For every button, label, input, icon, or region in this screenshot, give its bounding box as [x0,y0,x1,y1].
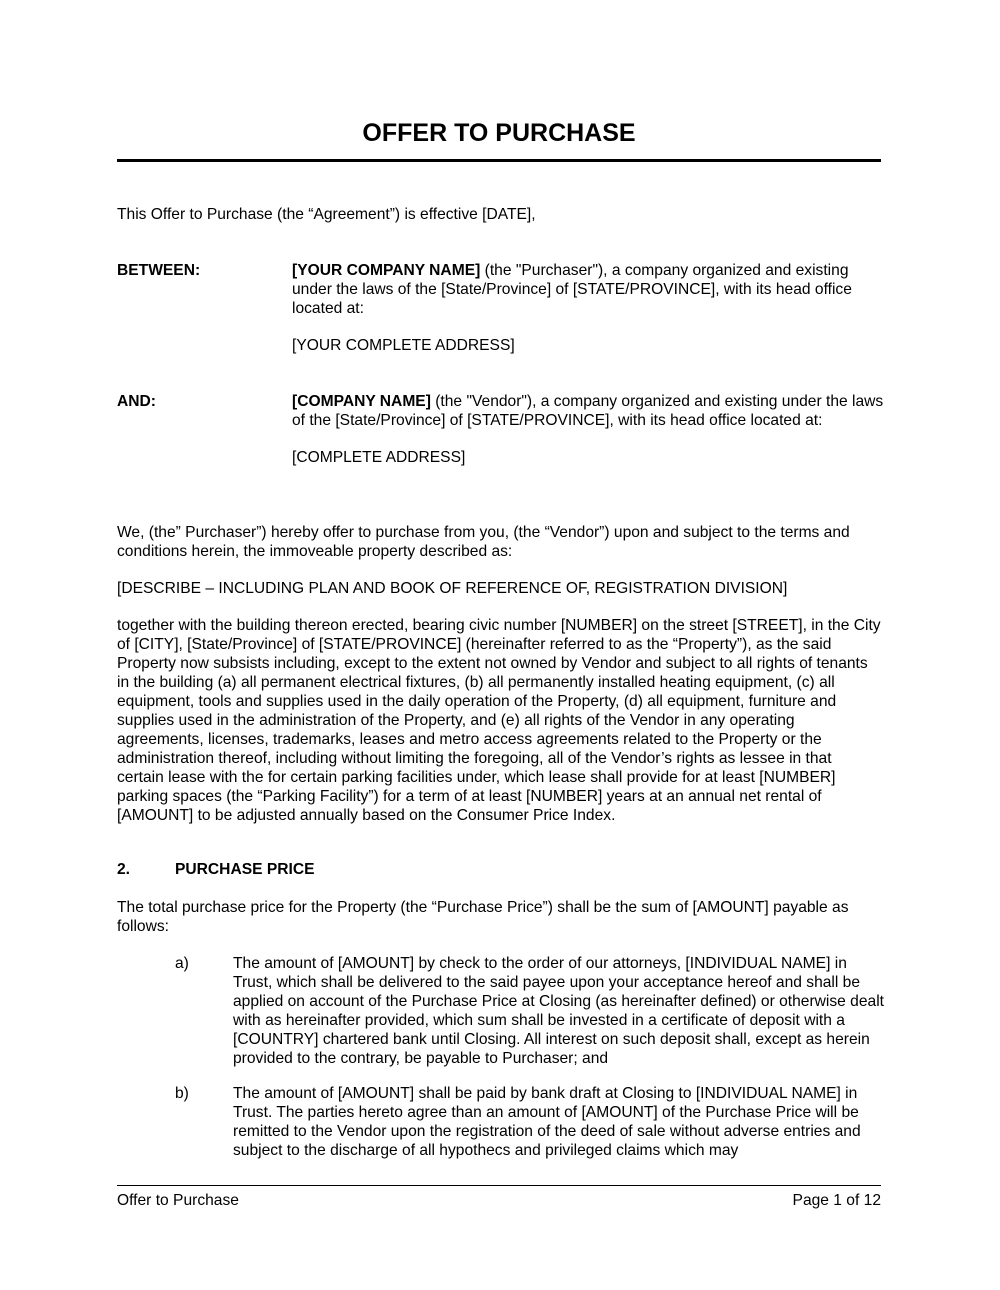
list-item-text: The amount of [AMOUNT] shall be paid by bank draft at Closing to [INDIVIDUAL NAME] in Trust. The parties hereto agree than an amount of [AMOUNT] of the Purchase Price will be remitted to the Vendor upon the registration of the deed of sale without adverse entries and subject to the discharge of all hypothecs and privileged claims which may [233,1085,861,1159]
section-heading-purchase-price [117,860,881,879]
purchaser-address: [YOUR COMPLETE ADDRESS] [292,337,515,354]
effective-date-line: This Offer to Purchase (the “Agreement”) is effective [DATE], [117,206,536,223]
property-details-paragraph: together with the building thereon erected, bearing civic number [NUMBER] on the street [STREET], in the City of [CITY], [State/Province] of [STATE/PROVINCE] (hereinafter referred to as the “Property”), as the said Property now subsists including, except to the extent not owned by Vendor and subject to all rights of tenants in the building (a) all permanent electrical fixtures, (b) all permanently installed heating equipment, (c) all equipment, tools and supplies used in the daily operation of the Property, (d) all equipment, furniture and supplies used in the administration of the Property, and (e) all rights of the Vendor in any operating agreements, licenses, trademarks, leases and metro access agreements related to the Property or the administration thereof, including without limiting the foregoing, all of the Vendor’s rights as lessee in that certain lease with the for certain parking facilities under, which lease shall provide for at least [NUMBER] parking spaces (the “Parking Facility”) for a term of at least [NUMBER] years at an annual net rental of [AMOUNT] to be adjusted annually based on the Consumer Price Index. [117,617,881,824]
purchaser-party-label: BETWEEN: [117,262,201,279]
purchaser-company-description: (the "Purchaser"), a company organized and existing under the laws of the [State/Province] of [STATE/PROVINCE], with its head office located at: [292,262,852,317]
footer-divider [117,1185,881,1186]
purchase-price-intro-paragraph: The total purchase price for the Property (the “Purchase Price”) shall be the sum of [AMOUNT] payable as follows: [117,899,849,935]
vendor-company-name: [COMPANY NAME] [292,393,431,410]
vendor-party-description [292,392,884,430]
list-item-marker: b) [175,1085,189,1102]
purchaser-party-description [292,261,884,318]
footer-page-number: Page 1 of 12 [792,1192,881,1209]
vendor-party-label: AND: [117,393,156,410]
purchaser-party-details [292,261,884,355]
footer-document-name: Offer to Purchase [117,1192,239,1209]
vendor-party-details [292,392,884,467]
document-page [117,0,884,1290]
list-item-text: The amount of [AMOUNT] by check to the order of our attorneys, [INDIVIDUAL NAME] in Trust, which shall be delivered to the said payee upon your acceptance hereof and shall be applied on account of the Purchase Price at Closing (as hereinafter defined) or otherwise dealt with as hereinafter provided, which sum shall be invested in a certificate of deposit with a [COUNTRY] chartered bank until Closing. All interest on such deposit shall, except as herein provided to the contrary, be payable to Purchaser; and [233,955,884,1067]
section-number: 2. [117,861,131,878]
purchaser-company-name: [YOUR COMPANY NAME] [292,262,481,279]
document-title: OFFER TO PURCHASE [362,119,636,147]
vendor-address: [COMPLETE ADDRESS] [292,449,466,466]
property-description-paragraph: [DESCRIBE – INCLUDING PLAN AND BOOK OF REFERENCE OF, REGISTRATION DIVISION] [117,580,788,597]
vendor-company-description: (the "Vendor"), a company organized and existing under the laws of the [State/Province] of [STATE/PROVINCE], with its head office located at: [292,393,884,429]
title-divider [117,159,881,162]
offer-intro-paragraph: We, (the” Purchaser”) hereby offer to purchase from you, (the “Vendor”) upon and subject to the terms and conditions herein, the immoveable property described as: [117,524,850,560]
list-item-marker: a) [175,955,189,972]
section-title: PURCHASE PRICE [175,861,315,878]
